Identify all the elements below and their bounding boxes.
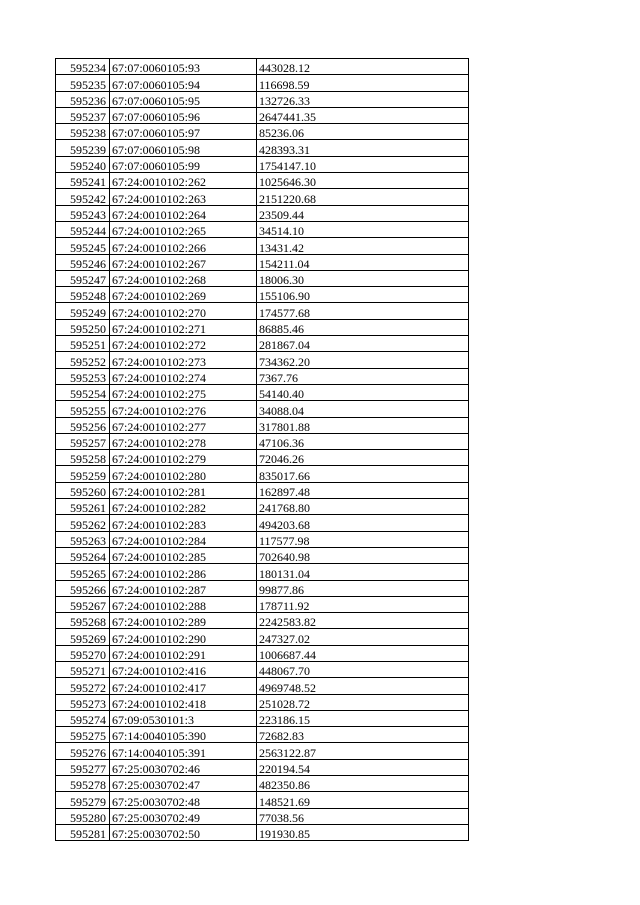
table-row	[56, 173, 469, 189]
table-row	[56, 792, 469, 808]
cadastral-number-cell: 67:07:0060105:96	[110, 107, 257, 123]
row-number-cell: 595267	[56, 596, 110, 612]
cadastral-number-cell: 67:07:0060105:99	[110, 156, 257, 172]
table-row	[56, 140, 469, 156]
row-number-cell: 595255	[56, 401, 110, 417]
amount-cell: 702640.98	[257, 547, 469, 563]
cadastral-number-cell: 67:24:0010102:279	[110, 450, 257, 466]
row-number-cell: 595242	[56, 189, 110, 205]
amount-cell: 220194.54	[257, 759, 469, 775]
table-row	[56, 156, 469, 172]
amount-cell: 72046.26	[257, 450, 469, 466]
amount-cell: 281867.04	[257, 336, 469, 352]
cadastral-number-cell: 67:24:0010102:265	[110, 221, 257, 237]
row-number-cell: 595240	[56, 156, 110, 172]
row-number-cell: 595256	[56, 417, 110, 433]
cadastral-number-cell: 67:24:0010102:418	[110, 694, 257, 710]
cadastral-number-cell: 67:24:0010102:281	[110, 482, 257, 498]
row-number-cell: 595257	[56, 433, 110, 449]
row-number-cell: 595244	[56, 221, 110, 237]
amount-cell: 482350.86	[257, 776, 469, 792]
amount-cell: 317801.88	[257, 417, 469, 433]
row-number-cell: 595259	[56, 466, 110, 482]
table-row	[56, 75, 469, 91]
amount-cell: 180131.04	[257, 564, 469, 580]
table-row	[56, 596, 469, 612]
row-number-cell: 595241	[56, 173, 110, 189]
amount-cell: 148521.69	[257, 792, 469, 808]
cadastral-number-cell: 67:24:0010102:271	[110, 319, 257, 335]
amount-cell: 251028.72	[257, 694, 469, 710]
row-number-cell: 595265	[56, 564, 110, 580]
cadastral-number-cell: 67:24:0010102:282	[110, 499, 257, 515]
cadastral-number-cell: 67:24:0010102:275	[110, 384, 257, 400]
row-number-cell: 595280	[56, 808, 110, 824]
table-row	[56, 433, 469, 449]
cadastral-number-cell: 67:24:0010102:266	[110, 238, 257, 254]
table-row	[56, 368, 469, 384]
cadastral-number-cell: 67:07:0060105:97	[110, 124, 257, 140]
cadastral-number-cell: 67:24:0010102:267	[110, 254, 257, 270]
table-row	[56, 564, 469, 580]
amount-cell: 4969748.52	[257, 678, 469, 694]
table-row	[56, 450, 469, 466]
row-number-cell: 595266	[56, 580, 110, 596]
amount-cell: 34514.10	[257, 221, 469, 237]
row-number-cell: 595246	[56, 254, 110, 270]
amount-cell: 2151220.68	[257, 189, 469, 205]
table-row	[56, 91, 469, 107]
table-row	[56, 417, 469, 433]
cadastral-number-cell: 67:07:0060105:95	[110, 91, 257, 107]
row-number-cell: 595234	[56, 59, 110, 75]
row-number-cell: 595254	[56, 384, 110, 400]
row-number-cell: 595281	[56, 824, 110, 840]
table-row	[56, 499, 469, 515]
table-row	[56, 189, 469, 205]
amount-cell: 47106.36	[257, 433, 469, 449]
row-number-cell: 595260	[56, 482, 110, 498]
table-row	[56, 221, 469, 237]
cadastral-number-cell: 67:24:0010102:283	[110, 515, 257, 531]
table-row	[56, 759, 469, 775]
table-row	[56, 238, 469, 254]
cadastral-number-cell: 67:24:0010102:276	[110, 401, 257, 417]
cadastral-number-cell: 67:24:0010102:417	[110, 678, 257, 694]
cadastral-number-cell: 67:14:0040105:390	[110, 727, 257, 743]
table-row	[56, 808, 469, 824]
amount-cell: 448067.70	[257, 661, 469, 677]
amount-cell: 2563122.87	[257, 743, 469, 759]
table-row	[56, 205, 469, 221]
amount-cell: 835017.66	[257, 466, 469, 482]
amount-cell: 132726.33	[257, 91, 469, 107]
table-row	[56, 824, 469, 840]
table-row	[56, 254, 469, 270]
row-number-cell: 595247	[56, 270, 110, 286]
row-number-cell: 595271	[56, 661, 110, 677]
cadastral-number-cell: 67:25:0030702:46	[110, 759, 257, 775]
amount-cell: 174577.68	[257, 303, 469, 319]
row-number-cell: 595237	[56, 107, 110, 123]
table-row	[56, 580, 469, 596]
table-row	[56, 727, 469, 743]
amount-cell: 34088.04	[257, 401, 469, 417]
table-row	[56, 694, 469, 710]
ledger-table	[55, 58, 469, 841]
table-row	[56, 515, 469, 531]
amount-cell: 155106.90	[257, 287, 469, 303]
row-number-cell: 595250	[56, 319, 110, 335]
cadastral-number-cell: 67:07:0060105:93	[110, 59, 257, 75]
amount-cell: 191930.85	[257, 824, 469, 840]
table-row	[56, 319, 469, 335]
table-row	[56, 645, 469, 661]
row-number-cell: 595239	[56, 140, 110, 156]
cadastral-number-cell: 67:24:0010102:288	[110, 596, 257, 612]
row-number-cell: 595279	[56, 792, 110, 808]
row-number-cell: 595243	[56, 205, 110, 221]
row-number-cell: 595248	[56, 287, 110, 303]
table-row	[56, 678, 469, 694]
amount-cell: 116698.59	[257, 75, 469, 91]
row-number-cell: 595272	[56, 678, 110, 694]
row-number-cell: 595278	[56, 776, 110, 792]
cadastral-number-cell: 67:24:0010102:268	[110, 270, 257, 286]
amount-cell: 85236.06	[257, 124, 469, 140]
cadastral-number-cell: 67:24:0010102:274	[110, 368, 257, 384]
row-number-cell: 595252	[56, 352, 110, 368]
amount-cell: 2242583.82	[257, 613, 469, 629]
amount-cell: 734362.20	[257, 352, 469, 368]
row-number-cell: 595274	[56, 710, 110, 726]
row-number-cell: 595261	[56, 499, 110, 515]
amount-cell: 223186.15	[257, 710, 469, 726]
row-number-cell: 595263	[56, 531, 110, 547]
cadastral-number-cell: 67:24:0010102:284	[110, 531, 257, 547]
row-number-cell: 595236	[56, 91, 110, 107]
table-row	[56, 743, 469, 759]
amount-cell: 13431.42	[257, 238, 469, 254]
table-row	[56, 661, 469, 677]
amount-cell: 428393.31	[257, 140, 469, 156]
amount-cell: 494203.68	[257, 515, 469, 531]
amount-cell: 72682.83	[257, 727, 469, 743]
cadastral-number-cell: 67:24:0010102:285	[110, 547, 257, 563]
table-row	[56, 776, 469, 792]
row-number-cell: 595258	[56, 450, 110, 466]
row-number-cell: 595268	[56, 613, 110, 629]
row-number-cell: 595277	[56, 759, 110, 775]
amount-cell: 1025646.30	[257, 173, 469, 189]
cadastral-number-cell: 67:24:0010102:291	[110, 645, 257, 661]
cadastral-number-cell: 67:24:0010102:290	[110, 629, 257, 645]
table-row	[56, 303, 469, 319]
amount-cell: 86885.46	[257, 319, 469, 335]
row-number-cell: 595251	[56, 336, 110, 352]
amount-cell: 7367.76	[257, 368, 469, 384]
table-row	[56, 710, 469, 726]
table-row	[56, 547, 469, 563]
table-row	[56, 287, 469, 303]
amount-cell: 247327.02	[257, 629, 469, 645]
amount-cell: 54140.40	[257, 384, 469, 400]
cadastral-number-cell: 67:25:0030702:49	[110, 808, 257, 824]
row-number-cell: 595238	[56, 124, 110, 140]
cadastral-number-cell: 67:24:0010102:287	[110, 580, 257, 596]
cadastral-number-cell: 67:24:0010102:273	[110, 352, 257, 368]
table-row	[56, 629, 469, 645]
amount-cell: 241768.80	[257, 499, 469, 515]
cadastral-number-cell: 67:24:0010102:286	[110, 564, 257, 580]
amount-cell: 1006687.44	[257, 645, 469, 661]
row-number-cell: 595235	[56, 75, 110, 91]
cadastral-number-cell: 67:14:0040105:391	[110, 743, 257, 759]
table-row	[56, 482, 469, 498]
cadastral-number-cell: 67:07:0060105:98	[110, 140, 257, 156]
cadastral-number-cell: 67:24:0010102:416	[110, 661, 257, 677]
table-row	[56, 107, 469, 123]
table-row	[56, 270, 469, 286]
row-number-cell: 595249	[56, 303, 110, 319]
amount-cell: 443028.12	[257, 59, 469, 75]
cadastral-number-cell: 67:25:0030702:48	[110, 792, 257, 808]
table-row	[56, 613, 469, 629]
cadastral-number-cell: 67:24:0010102:269	[110, 287, 257, 303]
cadastral-number-cell: 67:24:0010102:270	[110, 303, 257, 319]
table-row	[56, 336, 469, 352]
amount-cell: 18006.30	[257, 270, 469, 286]
amount-cell: 2647441.35	[257, 107, 469, 123]
table-row	[56, 384, 469, 400]
cadastral-number-cell: 67:24:0010102:272	[110, 336, 257, 352]
ledger-table-body	[56, 59, 469, 841]
amount-cell: 99877.86	[257, 580, 469, 596]
amount-cell: 117577.98	[257, 531, 469, 547]
amount-cell: 154211.04	[257, 254, 469, 270]
table-row	[56, 124, 469, 140]
cadastral-number-cell: 67:25:0030702:47	[110, 776, 257, 792]
cadastral-number-cell: 67:09:0530101:3	[110, 710, 257, 726]
row-number-cell: 595264	[56, 547, 110, 563]
row-number-cell: 595245	[56, 238, 110, 254]
cadastral-number-cell: 67:24:0010102:262	[110, 173, 257, 189]
row-number-cell: 595275	[56, 727, 110, 743]
row-number-cell: 595270	[56, 645, 110, 661]
table-row	[56, 401, 469, 417]
amount-cell: 77038.56	[257, 808, 469, 824]
cadastral-number-cell: 67:24:0010102:289	[110, 613, 257, 629]
amount-cell: 23509.44	[257, 205, 469, 221]
cadastral-number-cell: 67:24:0010102:280	[110, 466, 257, 482]
cadastral-number-cell: 67:25:0030702:50	[110, 824, 257, 840]
row-number-cell: 595262	[56, 515, 110, 531]
row-number-cell: 595273	[56, 694, 110, 710]
amount-cell: 1754147.10	[257, 156, 469, 172]
table-row	[56, 352, 469, 368]
row-number-cell: 595269	[56, 629, 110, 645]
row-number-cell: 595253	[56, 368, 110, 384]
cadastral-number-cell: 67:24:0010102:278	[110, 433, 257, 449]
cadastral-number-cell: 67:24:0010102:263	[110, 189, 257, 205]
cadastral-number-cell: 67:24:0010102:277	[110, 417, 257, 433]
table-row	[56, 466, 469, 482]
row-number-cell: 595276	[56, 743, 110, 759]
amount-cell: 162897.48	[257, 482, 469, 498]
amount-cell: 178711.92	[257, 596, 469, 612]
table-row	[56, 531, 469, 547]
table-row	[56, 59, 469, 75]
cadastral-number-cell: 67:07:0060105:94	[110, 75, 257, 91]
cadastral-number-cell: 67:24:0010102:264	[110, 205, 257, 221]
